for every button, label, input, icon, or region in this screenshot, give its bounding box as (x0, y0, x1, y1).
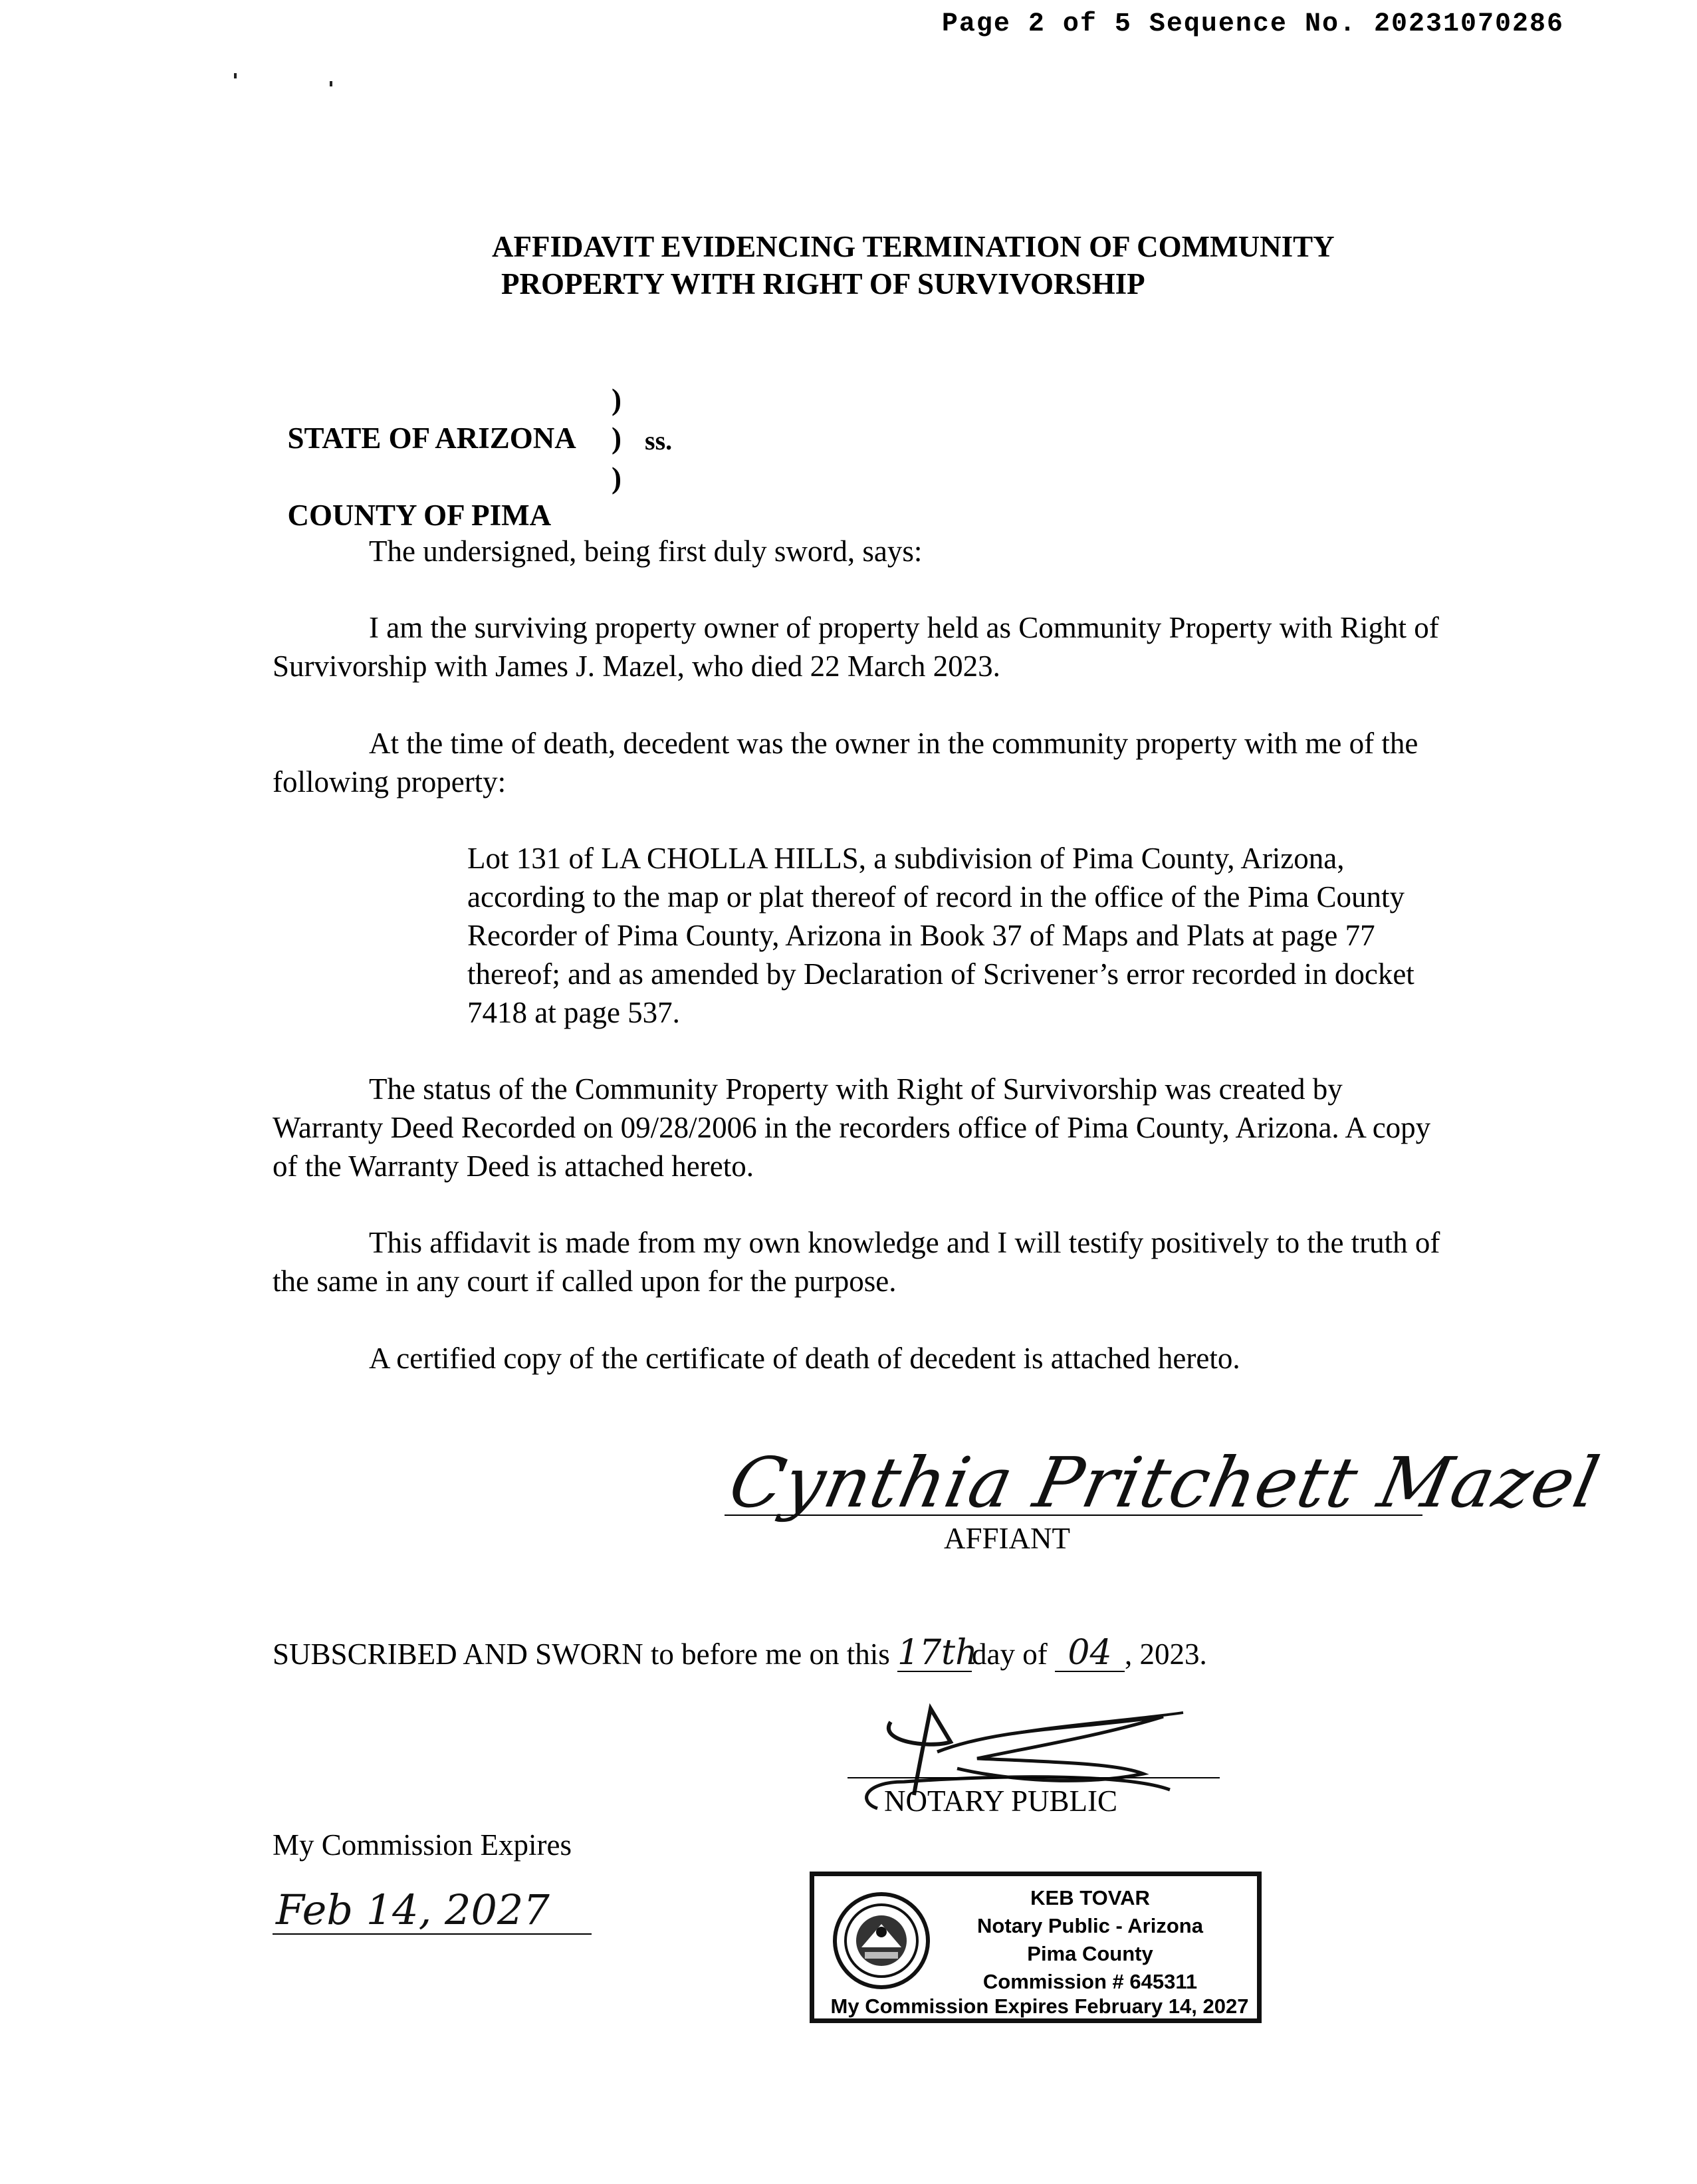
state-label: STATE OF ARIZONA (287, 422, 576, 455)
page-header (942, 9, 1564, 39)
notary-label: NOTARY PUBLIC (884, 1784, 1118, 1818)
venue-state (273, 380, 576, 457)
state-seal-icon (832, 1891, 931, 1991)
scan-mark (330, 81, 332, 86)
paragraph-surviving-owner: I am the surviving property owner of property held as Community Property with Right of Survivorship with James J. Mazel, who died 22 March 2023. (273, 611, 1439, 683)
venue-paren-1: ) (612, 383, 622, 416)
county-label: COUNTY OF PIMA (287, 499, 552, 532)
paragraph-death-certificate: A certified copy of the certificate of death of decedent is attached hereto. (369, 1342, 1240, 1375)
jurat-day-handwritten: 17th (897, 1633, 978, 1673)
paragraph-knowledge: This affidavit is made from my own knowledge and I will testify positively to the truth of the same in any court if called upon for the purpose. (273, 1226, 1440, 1298)
affiant-signature-area (711, 1416, 1607, 1562)
scan-mark (234, 73, 237, 78)
jurat-month (1055, 1633, 1125, 1673)
legal-description: Lot 131 of LA CHOLLA HILLS, a subdivision of Pima County, Arizona, according to the map or plat thereof of record in the office of the Pima County Recorder of Pima County, Arizona in Book 37 of Maps and Plats at page 77 thereof; and as amended by Declaration of Scrivener’s error recorded in docket 7418 at page 537. (467, 842, 1414, 1029)
jurat-middle: day of (972, 1638, 1048, 1671)
sequence-number: Sequence No. 20231070286 (1149, 9, 1564, 39)
commission-expires-label: My Commission Expires (273, 1828, 572, 1862)
venue-ss: ss. (645, 425, 673, 455)
notary-stamp (810, 1872, 1262, 2023)
paragraph-time-of-death: At the time of death, decedent was the owner in the community property with me of the following property: (273, 727, 1418, 798)
intro-paragraph: The undersigned, being first duly sword, says: (369, 535, 923, 568)
venue-paren-2: ) (612, 422, 622, 455)
jurat-month-handwritten: 04 (1068, 1633, 1112, 1673)
commission-date-handwritten: Feb 14, 2027 (276, 1885, 550, 1934)
page-number: Page 2 of 5 (941, 9, 1132, 39)
stamp-county: Pima County (1027, 1942, 1153, 1965)
notary-signature-line (848, 1777, 1220, 1778)
affiant-label: AFFIANT (944, 1522, 1071, 1555)
document-title (492, 228, 1335, 303)
venue-county (273, 457, 551, 535)
stamp-commission: Commission # 645311 (982, 1970, 1198, 1993)
venue-paren-3: ) (612, 461, 622, 495)
title-line-1: AFFIDAVIT EVIDENCING TERMINATION OF COMMUNITY (492, 230, 1335, 263)
jurat-line (273, 1635, 1207, 1673)
paragraph-status: The status of the Community Property with Right of Survivorship was created by Warranty Deed Recorded on 09/28/2006 in the recorders office of Pima County, Arizona. A copy of the Warranty Deed is attached hereto. (273, 1072, 1431, 1183)
affiant-signature: Cynthia Pritchett Mazel (723, 1442, 1607, 1523)
stamp-text-block (934, 1884, 1246, 1996)
stamp-title: Notary Public - Arizona (977, 1914, 1203, 1937)
jurat-year: , 2023. (1124, 1638, 1207, 1671)
jurat-prefix: SUBSCRIBED AND SWORN to before me on this (273, 1638, 890, 1671)
stamp-expires: My Commission Expires February 14, 2027 (830, 1995, 1249, 2018)
jurat-day (897, 1633, 978, 1673)
stamp-name: KEB TOVAR (1030, 1886, 1150, 1909)
title-line-2: PROPERTY WITH RIGHT OF SURVIVORSHIP (501, 267, 1145, 301)
